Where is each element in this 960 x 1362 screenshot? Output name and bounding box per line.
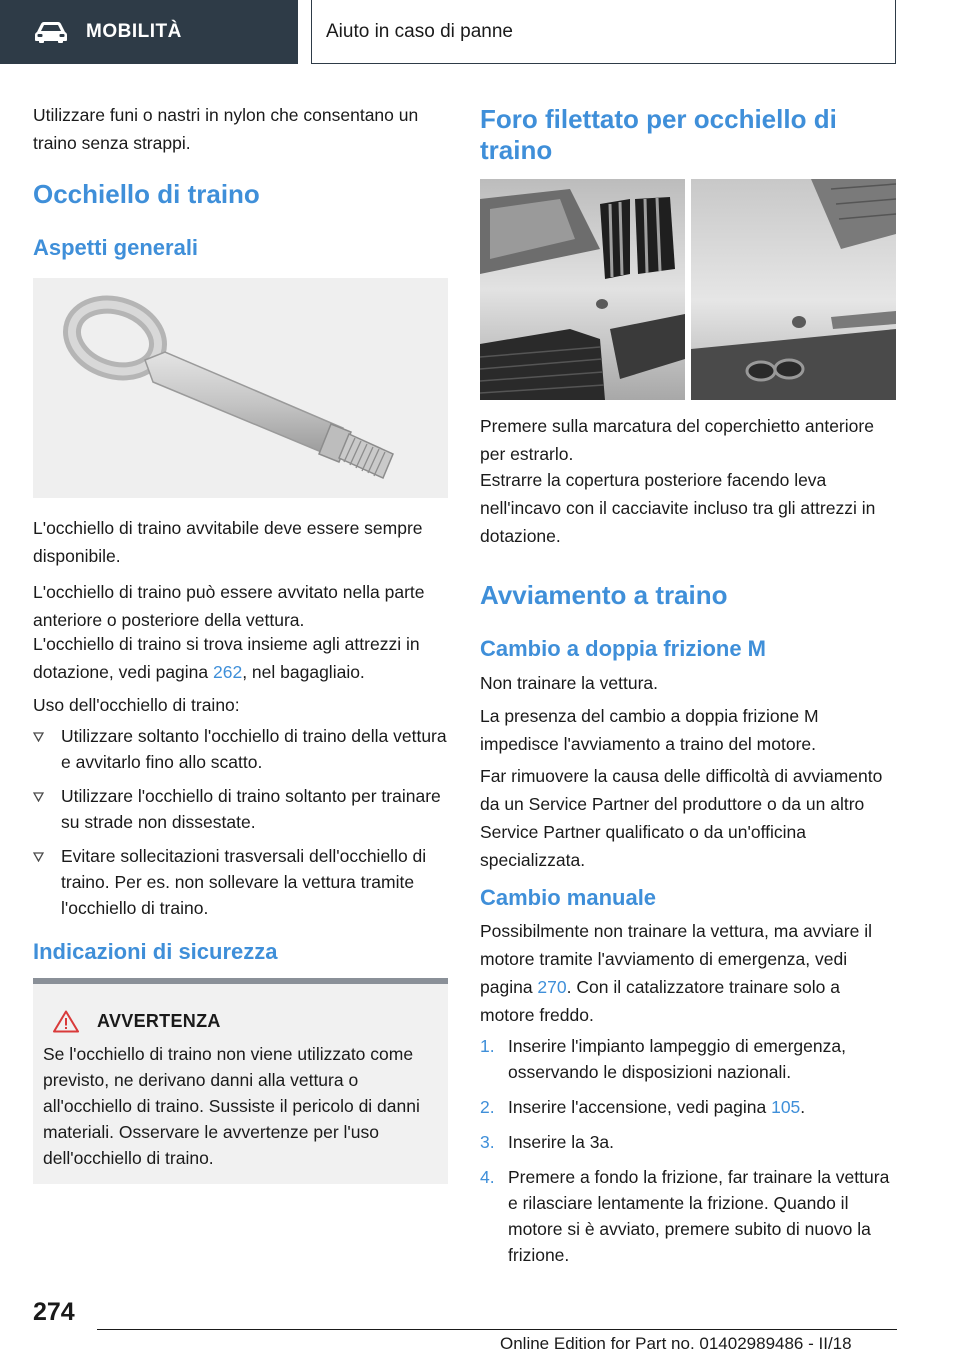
list-item [480,1164,896,1268]
heading-safety: Indicazioni di sicurezza [33,939,278,964]
manual-text [480,917,896,1029]
use-label: Uso dell'occhiello di traino: [33,695,240,715]
tow-eye-availability: L'occhiello di traino avvitabile deve essere sempre disponibile. [33,518,423,566]
list-item [33,783,448,835]
bullet-text: Utilizzare l'occhiello di traino soltanto per trainare su strade non dissestate. [61,786,441,832]
tow-eye-illustration [33,278,448,498]
page-link-262[interactable]: 262 [213,662,243,682]
list-item [480,1094,896,1120]
step-text: Inserire la 3a. [508,1132,615,1152]
intro-text: Utilizzare funi o nastri in nylon che consentano un traino senza strappi. [33,105,419,153]
step-number: 4. [480,1167,495,1187]
triangle-bullet-icon [33,852,44,862]
page-link-270[interactable]: 270 [537,977,567,997]
list-item [33,723,448,775]
footer-divider [97,1329,897,1330]
step-text: Inserire l'accensione, vedi pagina [508,1097,772,1117]
car-icon [34,21,68,43]
edition-note: Online Edition for Part no. 01402989486 - II/18 [500,1334,852,1353]
warning-triangle-icon [53,1010,79,1033]
list-item [480,1129,896,1155]
step-text: Inserire l'impianto lampeggio di emergenza, osservando le disposizioni nazionali. [508,1036,846,1082]
section-title: MOBILITÀ [86,21,182,42]
heading-thread-hole: Foro filettato per occhiello di traino [480,104,837,165]
page-number: 274 [33,1298,75,1326]
manual-text-end: . Con il catalizzatore trainare solo a motore freddo. [480,977,840,1025]
tow-eye-location-text: L'occhiello di traino si trova insieme agli attrezzi in dotazione, vedi pagina [33,634,420,682]
bullet-text: Utilizzare soltanto l'occhiello di traino della vettura e avvitarlo fino allo scatto. [61,726,447,772]
tow-eye-location-text-end: , nel bagagliaio. [242,662,365,682]
triangle-bullet-icon [33,732,44,742]
bullet-text: Evitare sollecitazioni trasversali dell'occhiello di traino. Per es. non sollevare la vettura tramite l'occhiello di traino. [61,846,427,918]
section-tab[interactable] [0,0,298,64]
warning-box [33,978,448,1184]
step-text-end: . [800,1097,806,1117]
heading-general: Aspetti generali [33,235,199,260]
rear-bumper-image [691,179,896,400]
tow-eye-location [33,630,448,686]
manual-text-start: Possibilmente non trainare la vettura, ma avviare il motore tramite l'avviamento di emergenza, vedi pagina [480,921,872,997]
rear-cover-instruction: Estrarre la copertura posteriore facendo leva nell'incavo con il cacciavite incluso tra gli attrezzi in dotazione. [480,470,876,546]
tow-eye-mounting: L'occhiello di traino può essere avvitato nella parte anteriore o posteriore della vettura. [33,582,425,630]
front-cover-instruction: Premere sulla marcatura del coperchietto anteriore per estrarlo. [480,416,874,464]
step-text: Premere a fondo la frizione, far trainare la vettura e rilasciare lentamente la frizione. Quando il motore si è avviato, premere subito di nuovo la frizione. [508,1167,890,1265]
heading-dct: Cambio a doppia frizione M [480,636,767,661]
dct-explanation: La presenza del cambio a doppia frizione M impedisce l'avviamento a traino del motore. [480,706,819,754]
chapter-title: Aiuto in caso di panne [326,20,513,42]
dct-no-tow: Non trainare la vettura. [480,673,659,693]
heading-manual: Cambio manuale [480,885,657,910]
step-number: 1. [480,1036,495,1056]
chapter-header [311,0,896,64]
step-number: 2. [480,1097,495,1117]
bumper-photo-front [480,179,685,400]
heading-tow-start: Avviamento a traino [480,580,728,610]
triangle-bullet-icon [33,792,44,802]
bumper-photo-rear [691,179,896,400]
page-link-105[interactable]: 105 [771,1097,801,1117]
warning-header [43,1010,438,1033]
warning-text: Se l'occhiello di traino non viene utilizzato come previsto, ne derivano danni alla vettura o all'occhiello di traino. Sussiste il pericolo di danni materiali. Osservare le avvertenze per l'uso dell'occhiello di traino. [43,1044,420,1168]
tow-start-steps [480,1033,896,1277]
use-bullets [33,723,448,928]
list-item [33,843,448,921]
warning-title: AVVERTENZA [97,1011,221,1031]
dct-service: Far rimuovere la causa delle difficoltà di avviamento da un Service Partner del produttore o da un altro Service Partner qualificato o da un'officina specializzata. [480,766,883,870]
heading-tow-eye: Occhiello di traino [33,179,260,209]
list-item [480,1033,896,1085]
tow-eye-image [33,278,448,498]
step-number: 3. [480,1132,495,1152]
front-bumper-image [480,179,685,400]
